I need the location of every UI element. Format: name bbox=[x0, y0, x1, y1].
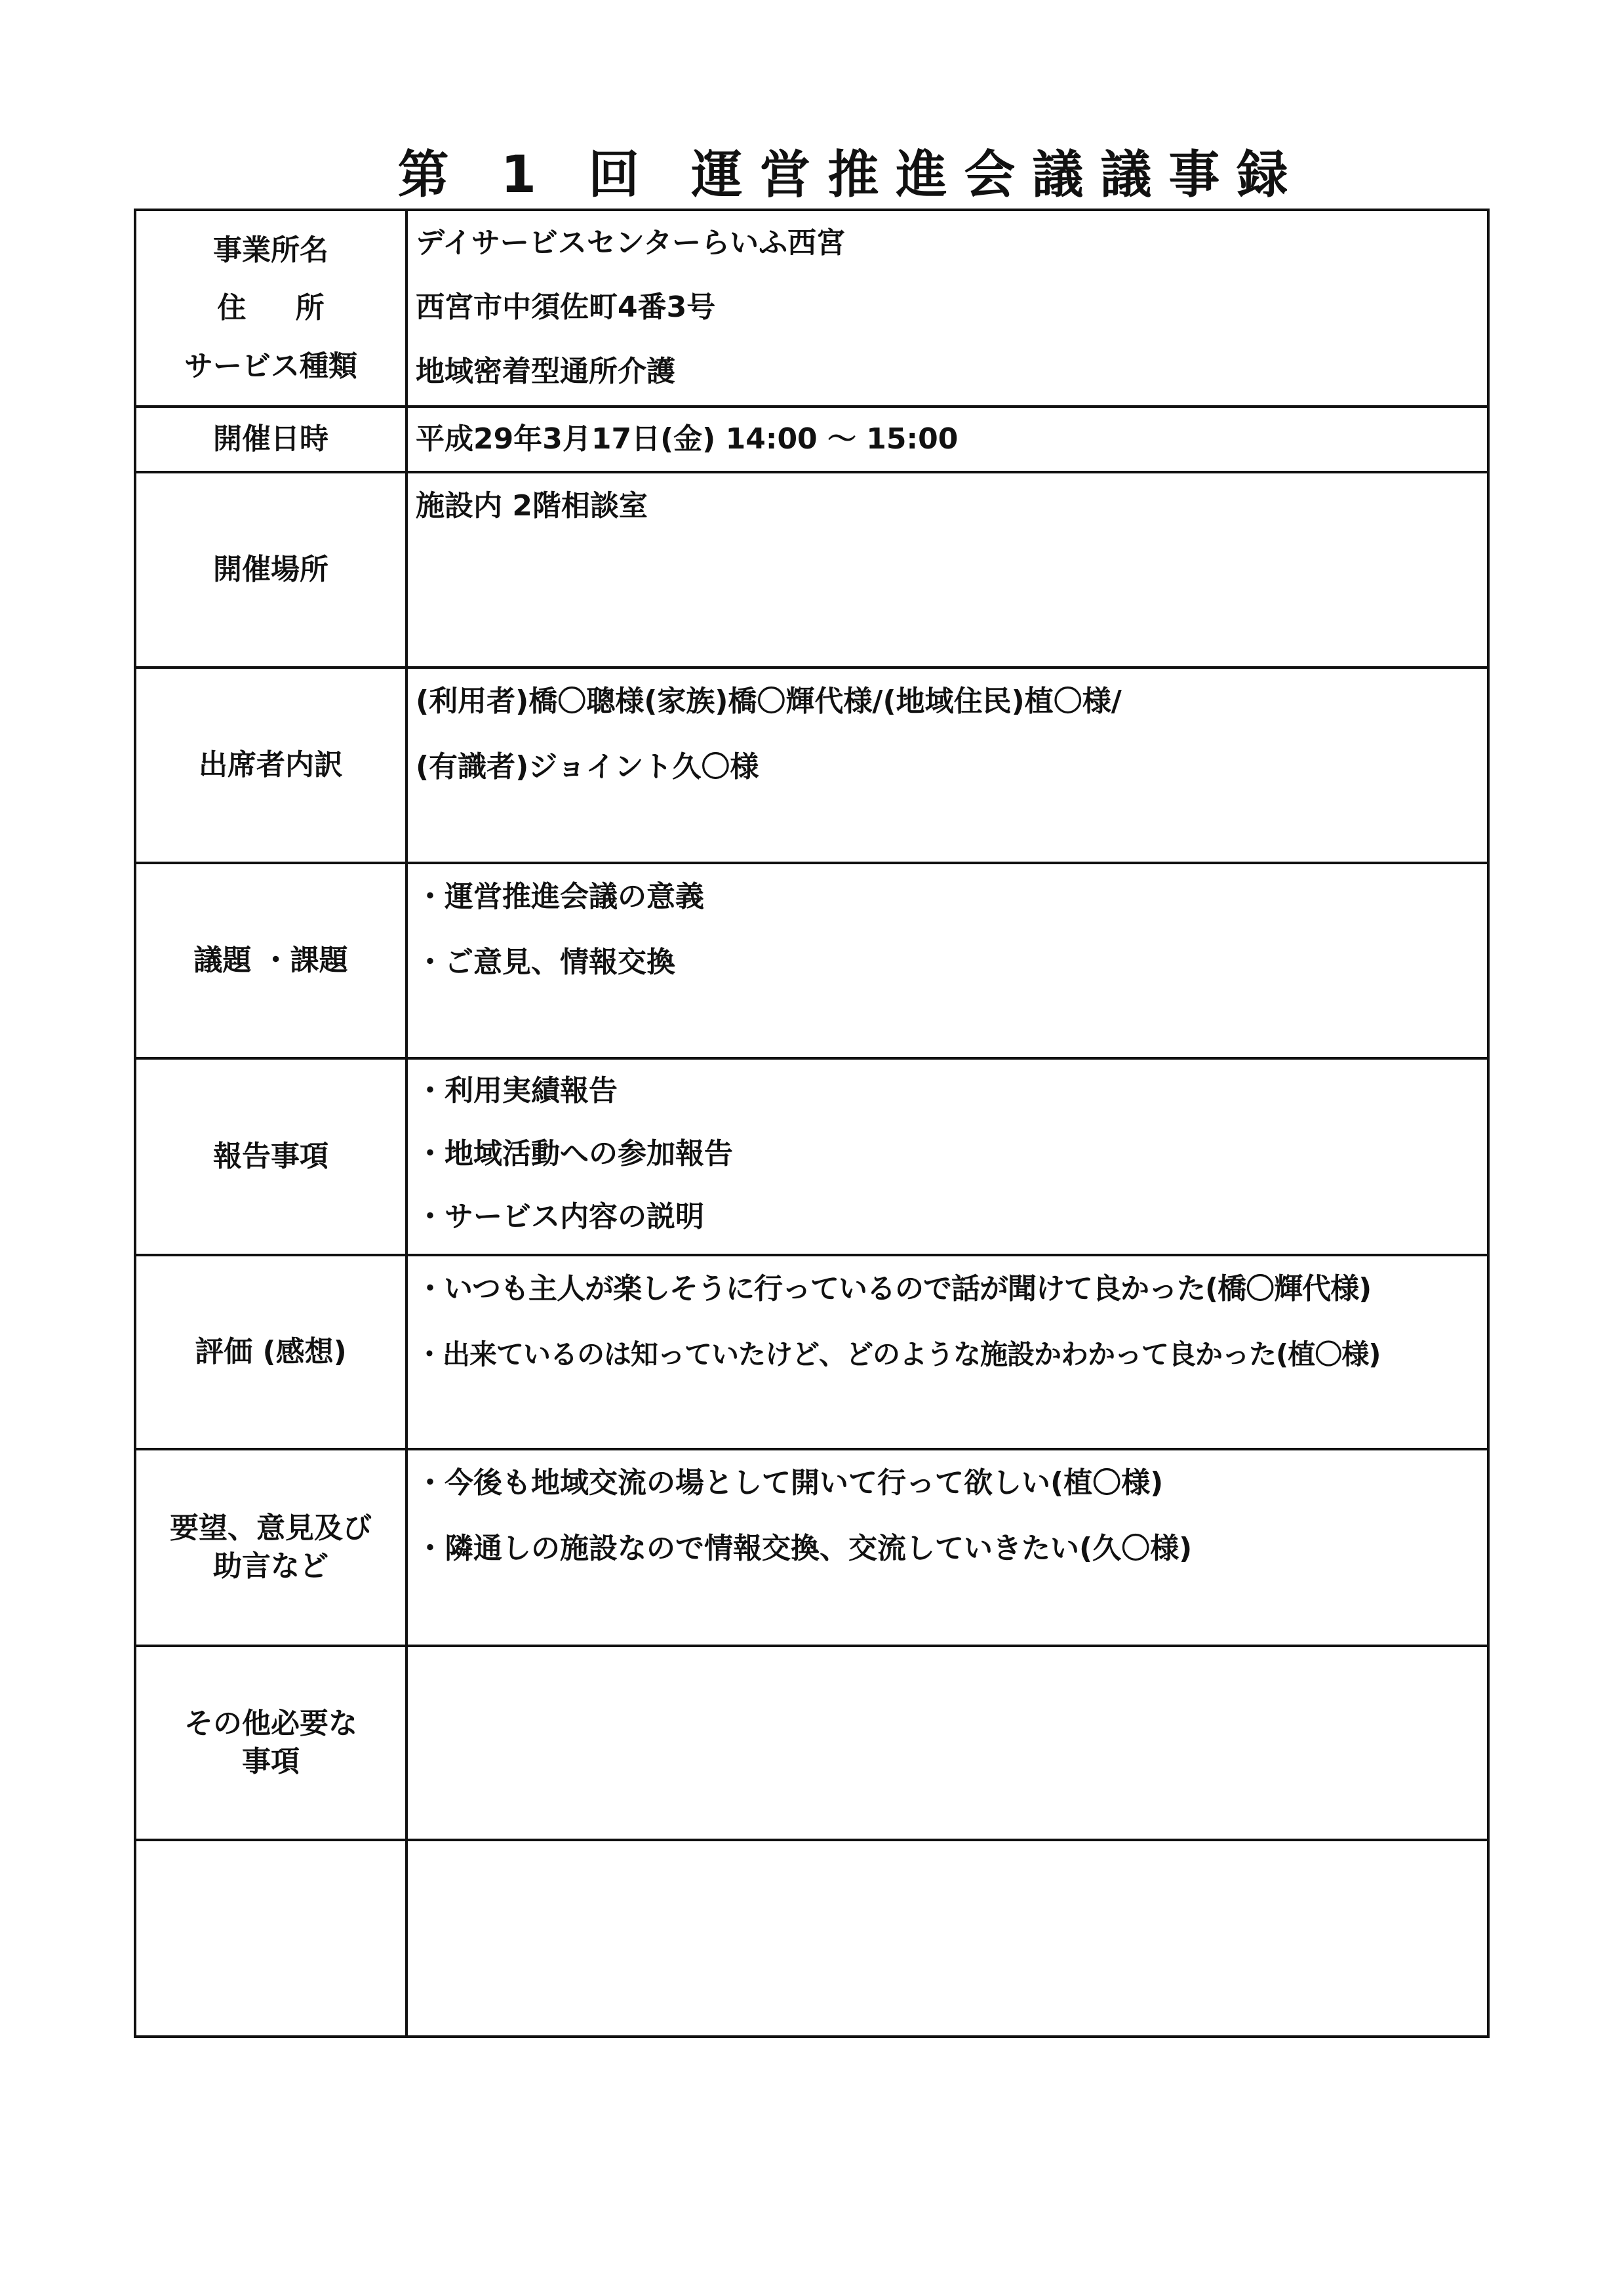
label-meeting-place-text: 開催場所 bbox=[213, 553, 328, 586]
label-reports bbox=[136, 1060, 408, 1254]
request-comment: ・今後も地域交流の場として開いて行って欲しい(植〇様) bbox=[416, 1466, 1164, 1500]
value-meeting-date: 平成29年3月17日(金) 14:00 ～ 15:00 bbox=[416, 422, 959, 456]
meeting-place-row bbox=[136, 473, 1487, 669]
requests-cell bbox=[408, 1450, 1487, 1645]
reports-cell bbox=[408, 1060, 1487, 1254]
label-evaluation-text: 評価 (感想) bbox=[195, 1335, 347, 1368]
label-address: 住 所 bbox=[217, 291, 325, 325]
agenda-row bbox=[136, 864, 1487, 1060]
report-item: ・地域活動への参加報告 bbox=[416, 1137, 733, 1170]
basic-info-labels bbox=[136, 211, 408, 405]
other-matters-cell bbox=[408, 1647, 1487, 1839]
label-meeting-place bbox=[136, 473, 408, 666]
label-attendees-text: 出席者内訳 bbox=[199, 748, 343, 782]
label-office-name: 事業所名 bbox=[213, 233, 328, 267]
agenda-item: ・ご意見、情報交換 bbox=[416, 946, 675, 979]
value-service-type: 地域密着型通所介護 bbox=[416, 355, 675, 388]
page-title: 第 1 回 運営推進会議議事録 bbox=[397, 146, 1305, 205]
value-meeting-place: 施設内 2階相談室 bbox=[416, 489, 648, 523]
meeting-date-cell bbox=[408, 408, 1487, 471]
report-item: ・利用実績報告 bbox=[416, 1074, 618, 1108]
label-other-line: 事項 bbox=[242, 1745, 300, 1778]
label-other-line: その他必要な bbox=[184, 1707, 357, 1740]
request-comment: ・隣通しの施設なので情報交換、交流していきたい(久〇様) bbox=[416, 1532, 1193, 1565]
blank-content-cell bbox=[408, 1841, 1487, 2035]
label-agenda bbox=[136, 864, 408, 1057]
agenda-item: ・運営推進会議の意義 bbox=[416, 880, 704, 913]
label-service-type: サービス種類 bbox=[184, 349, 357, 383]
meeting-place-cell bbox=[408, 473, 1487, 666]
evaluation-comment: ・いつも主人が楽しそうに行っているので話が聞けて良かった(橋〇輝代様) bbox=[416, 1272, 1372, 1306]
reports-row bbox=[136, 1060, 1487, 1256]
value-office-name: デイサービスセンターらいふ西宮 bbox=[416, 226, 846, 260]
meeting-record-table bbox=[134, 209, 1490, 2038]
evaluation-row bbox=[136, 1256, 1487, 1450]
attendees-line: (利用者)橋〇聰様(家族)橋〇輝代様/(地域住民)植〇様/ bbox=[416, 685, 1122, 718]
label-requests-line: 助言など bbox=[213, 1549, 328, 1583]
attendees-line: (有識者)ジョイント久〇様 bbox=[416, 750, 759, 784]
value-address: 西宮市中須佐町4番3号 bbox=[416, 290, 716, 324]
attendees-cell bbox=[408, 669, 1487, 862]
label-agenda-text: 議題 ・課題 bbox=[193, 944, 348, 977]
label-attendees bbox=[136, 669, 408, 862]
label-reports-text: 報告事項 bbox=[213, 1140, 328, 1173]
agenda-cell bbox=[408, 864, 1487, 1057]
label-requests bbox=[136, 1450, 408, 1645]
requests-row bbox=[136, 1450, 1487, 1647]
meeting-date-row bbox=[136, 408, 1487, 473]
label-other-matters bbox=[136, 1647, 408, 1839]
basic-info-values bbox=[408, 211, 1487, 405]
evaluation-cell bbox=[408, 1256, 1487, 1448]
label-meeting-date bbox=[136, 408, 408, 471]
basic-info-row bbox=[136, 211, 1487, 408]
label-evaluation bbox=[136, 1256, 408, 1448]
report-item: ・サービス内容の説明 bbox=[416, 1200, 704, 1233]
label-requests-line: 要望、意見及び bbox=[170, 1511, 372, 1545]
evaluation-comment: ・出来ているのは知っていたけど、どのような施設かわかって良かった(植〇様) bbox=[416, 1338, 1381, 1370]
other-matters-row bbox=[136, 1647, 1487, 1841]
blank-label-cell bbox=[136, 1841, 408, 2035]
attendees-row bbox=[136, 669, 1487, 864]
label-meeting-date-text: 開催日時 bbox=[213, 422, 328, 456]
blank-row bbox=[136, 1841, 1487, 2035]
